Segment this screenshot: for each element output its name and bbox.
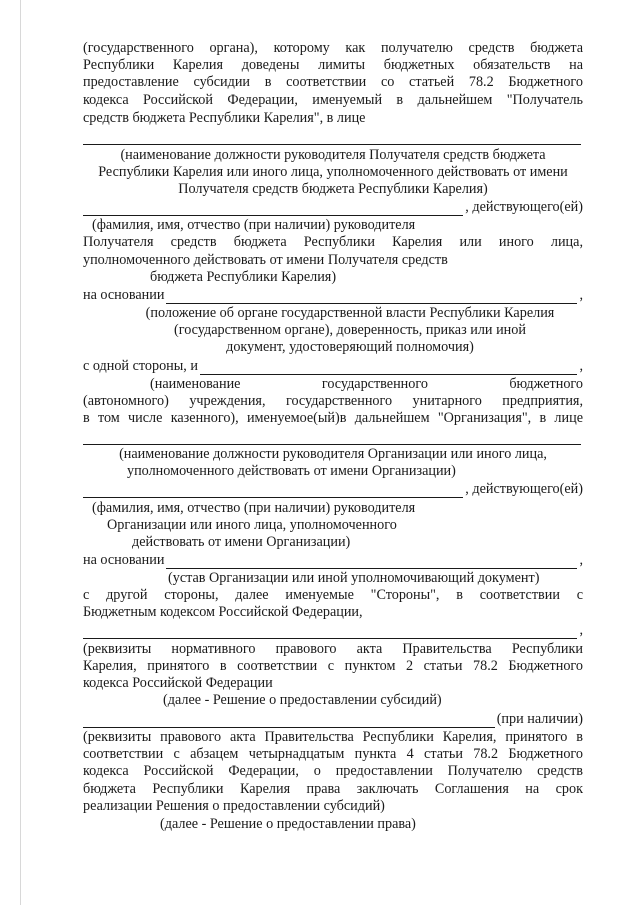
caption-line: (автономного) учреждения, государственного унитарного предприятия, [83, 393, 583, 409]
caption-line: (государственном органе), доверенность, приказ или иной [174, 322, 526, 338]
caption-line: (фамилия, имя, отчество (при наличии) руководителя [92, 217, 416, 233]
text-fragment: , действующего(ей) [465, 481, 583, 497]
blank-field [83, 711, 583, 728]
fill-line [83, 431, 581, 445]
blank-field [83, 128, 583, 145]
text-line: средств бюджета Республики Карелия", в лице [83, 110, 366, 126]
text-fragment: , [579, 552, 583, 568]
caption-line: (фамилия, имя, отчество (при наличии) руководителя [92, 500, 416, 516]
caption-line: (наименование должности руководителя Получателя средств бюджета [120, 147, 546, 163]
caption-line: (реквизиты правового акта Правительства Республики Карелия, принятого в [83, 729, 583, 745]
text-line: бюджета Республики Карелия) [150, 269, 337, 285]
caption-line: реализации Решения о предоставлении субсидий) [83, 798, 385, 814]
caption-line: (наименование государственного бюджетного [150, 376, 583, 392]
fill-line [83, 625, 577, 639]
caption-line: документ, удостоверяющий полномочия) [226, 339, 474, 355]
blank-field [83, 199, 583, 216]
text-line: кодекса Российской Федерации, именуемый в дальнейшем "Получатель [83, 92, 583, 108]
caption-line: Республики Карелия или иного лица, уполномоченного действовать от имени [98, 164, 568, 180]
caption-line: (положение об органе государственной власти Республики Карелия [145, 305, 555, 321]
caption-line: (устав Организации или иной уполномочивающий документ) [168, 570, 540, 586]
caption-line: уполномоченного действовать от имени Организации) [127, 463, 456, 479]
blank-field [83, 622, 583, 639]
fill-line [83, 131, 581, 145]
text-fragment: с одной стороны, и [83, 358, 198, 374]
text-fragment: , действующего(ей) [465, 199, 583, 215]
text-fragment: (при наличии) [496, 711, 583, 727]
fill-line [166, 555, 577, 569]
fill-line [83, 202, 463, 216]
blank-field [83, 287, 583, 304]
caption-line: (реквизиты нормативного правового акта Правительства Республики [83, 641, 583, 657]
caption-line: Получателя средств бюджета Республики Карелия) [178, 181, 488, 197]
fill-line [166, 290, 577, 304]
caption-line: (наименование должности руководителя Организации или иного лица, [119, 446, 547, 462]
blank-field [83, 481, 583, 498]
text-line: Бюджетным кодексом Российской Федерации, [83, 604, 363, 620]
text-line: предоставление субсидии в соответствии со статьей 78.2 Бюджетного [83, 74, 583, 90]
text-line: Республики Карелия доведены лимиты бюджетных обязательств на [83, 57, 583, 73]
text-line: с другой стороны, далее именуемые "Стороны", в соответствии с [83, 587, 583, 603]
text-line: Получателя средств бюджета Республики Карелия или иного лица, [83, 234, 583, 250]
text-line: уполномоченного действовать от имени Получателя средств [83, 252, 448, 268]
blank-field [83, 552, 583, 569]
text-fragment: , [579, 358, 583, 374]
caption-line: соответствии с абзацем четырнадцатым пункта 4 статьи 78.2 Бюджетного [83, 746, 583, 762]
text-fragment: на основании [83, 552, 165, 568]
text-fragment: , [579, 622, 583, 638]
blank-field [83, 358, 583, 375]
caption-line: кодекса Российской Федерации, о предоставлении Получателю средств [83, 763, 583, 779]
text-line: в том числе казенного), именуемое(ый)в дальнейшем "Организация", в лице [83, 410, 583, 426]
text-fragment: , [579, 287, 583, 303]
caption-line: Организации или иного лица, уполномоченного [107, 517, 397, 533]
caption-line: кодекса Российской Федерации [83, 675, 273, 691]
fill-line [200, 361, 577, 375]
caption-line: бюджета Республики Карелия права заключать Соглашения на срок [83, 781, 583, 797]
blank-field [83, 428, 583, 445]
caption-line: Карелия, принятого в соответствии с пунктом 2 статьи 78.2 Бюджетного [83, 658, 583, 674]
text-line: (государственного органа), которому как получателю средств бюджета [83, 40, 583, 56]
caption-line: (далее - Решение о предоставлении права) [160, 816, 416, 832]
caption-line: (далее - Решение о предоставлении субсидий) [163, 692, 442, 708]
caption-line: действовать от имени Организации) [132, 534, 351, 550]
text-fragment: на основании [83, 287, 165, 303]
fill-line [83, 484, 463, 498]
fill-line [83, 714, 495, 728]
